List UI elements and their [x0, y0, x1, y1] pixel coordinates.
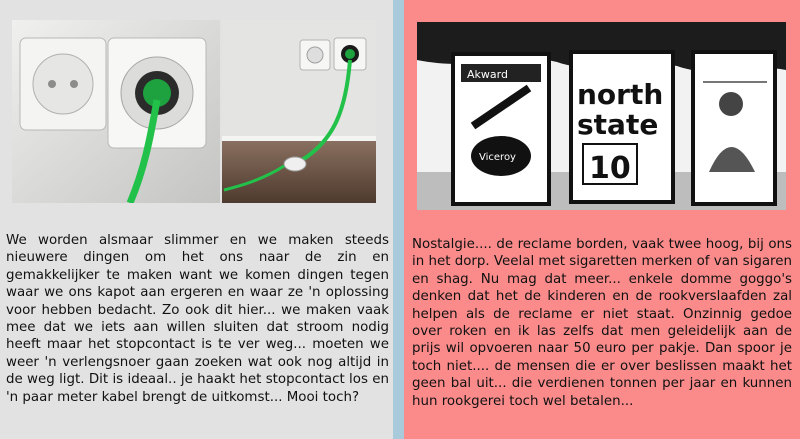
left-panel	[0, 0, 393, 439]
wall-socket-photo	[12, 20, 376, 203]
right-panel	[404, 0, 800, 439]
sign-viceroy: Viceroy	[479, 152, 516, 163]
billboard-nostalgia-text: Nostalgie.... de reclame borden, vaak twee hoog, bij ons in het dorp. Veelal met sigaretten merken of van sigaren en shag. Nu mag dat meer... enkele domme goggo's denken dat het de kinderen en de rookverslaafden zal helpen als de reclame er niet staat. Onzinnig gedoe over roken en ik las zelfs dat men geleidelijk aan de prijs wil opvoeren naar 50 euro per pakje. Dan spoor je toch niet.... de mensen die er over beslissen maakt het geen bal uit... die verdienen tonnen per jaar en kunnen hun rookgerei toch wel betalen...	[412, 237, 792, 409]
sign-north: north	[577, 78, 664, 111]
sign-ten: 10	[589, 151, 631, 186]
billboards-photo	[417, 22, 786, 210]
socket-description-text: We worden alsmaar slimmer en we maken steeds nieuwere dingen om het ons naar de zin en gemakkelijker te maken want we komen dingen tegen waar we ons kapot aan ergeren en waar ze 'n oplossing voor hebben bedacht. Zo ook dit hier... we maken vaak mee dat we iets aan willen sluiten dat stroom nodig heeft maar het stopcontact is te ver weg... moeten we weer 'n verlengsnoer gaan zoeken wat ook nog altijd in de weg ligt. Dit is ideaal.. je haakt het stopcontact los en 'n paar meter kabel brengt de uitkomst... Mooi toch?	[6, 233, 389, 405]
sign-state: state	[577, 108, 659, 141]
sign-akward: Akward	[467, 68, 508, 81]
